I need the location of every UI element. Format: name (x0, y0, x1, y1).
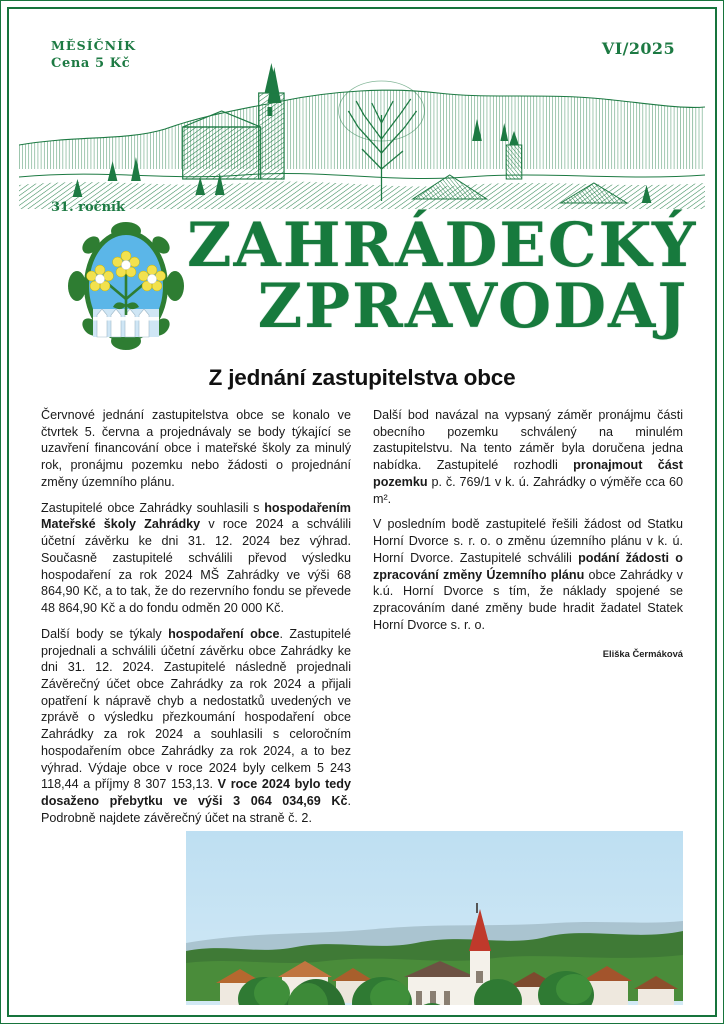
village-panorama-photo (186, 831, 683, 1005)
municipal-coat-of-arms (67, 221, 185, 351)
text-run: v roce 2024 a schválili účetní závěrku ke dni 31. 12. 2024 bez výhrad. Současně zastupitelé schválili převod výsledku hospodaření za rok 2024 MŠ Zahrádky ve výši 68 864,90 Kč, a to tak, že do rezervního fondu se převede 48 864,90 Kč a do fondu odměn 20 000 Kč. (41, 517, 351, 616)
wordmark-line-2: ZPRAVODAJ (257, 270, 689, 342)
masthead (19, 19, 705, 219)
paragraph-land-lease (373, 407, 683, 507)
page-title: Z jednání zastupitelstva obce (208, 365, 516, 390)
article (19, 359, 705, 827)
text-run-bold: podání žádosti o zpracování změny Územního plánu (373, 550, 683, 582)
text-run: . Podrobně najdete závěrečný účet na straně č. 2. (41, 794, 351, 825)
page-border-inner (7, 7, 717, 1017)
masthead-label-block (51, 37, 136, 74)
article-byline: Eliška Čermáková (602, 647, 683, 659)
text-run-bold: hospodařením Mateřské školy Zahrádky (41, 500, 351, 532)
volume-label: 31. ročník (51, 200, 125, 215)
periodicity-label: MĚSÍČNÍK (51, 38, 137, 53)
wordmark-line-1: ZAHRÁDECKÝ (187, 210, 698, 281)
paragraph-intro: Červnové jednání zastupitelstva obce se konalo ve čtvrtek 5. června a projednávaly se body týkající se uzavření financování obce i mateřské školy za minulý rok, pronájmu pozemku nebo žádosti o projednání změny územního plánu. (41, 408, 351, 489)
text-run: obce Zahrádky v k.ú. Horní Dvorce s tím, že náklady spojené se zpracováním dané změny bude hradit žadatel Statek Horní Dvorce s. r. o. (373, 567, 683, 632)
paragraph-municipal-economy (41, 626, 351, 827)
paragraph-kindergarten (41, 500, 351, 617)
newspaper-wordmark (187, 210, 698, 342)
text-run-bold: pronajmout část pozemku (373, 458, 683, 489)
text-run-bold: V roce 2024 bylo tedy dosaženo přebytku ve výši 3 064 034,69 Kč (41, 777, 351, 809)
title-band (19, 210, 705, 359)
price-label: Cena 5 Kč (51, 56, 131, 72)
text-run: V posledním bodě zastupitelé řešili žádost od Statku Horní Dvorce s. r. o. o změnu územního plánu v k. ú. Horní Dvorce. Zastupitelé schválili (373, 517, 683, 565)
article-column-right (373, 407, 683, 659)
text-run: . Zastupitelé projednali a schválili účetní závěrku obce Zahrádky ke dni 31. 12. 2024. Zastupitelé následně projednali Závěrečný účet obce Zahrádky za rok 2024 a přijali opatření k nápravě chyb a nedostatků uvedených ve zprávě o výsledku přezkoumání hospodaření obce Zahrádky za rok 2024 a souhlasili s celoročním hospodařením obce Zahrádky za rok 2024, a to bez výhrad. Výdaje obce v roce 2024 byly celkem 5 243 118,44 a příjmy 8 307 153,13. (41, 626, 351, 792)
issue-number: VI/2025 (601, 39, 675, 58)
text-run: Další bod navázal na vypsaný záměr pronájmu části obecního pozemku schválený na minulém zastupitelstvu. Na tento záměr byla doručena jedna nabídka. Zastupitelé rozhodli (373, 408, 683, 473)
article-columns (41, 407, 683, 827)
text-run: Další body se týkaly (41, 626, 169, 641)
article-column-left (41, 407, 351, 827)
page-sheet (19, 19, 705, 1005)
text-run: p. č. 769/1 v k. ú. Zahrádky o výměře cca 60 m². (373, 474, 683, 506)
paragraph-zoning-plan (373, 516, 683, 633)
text-run-bold: hospodaření obce (168, 626, 280, 641)
text-run: Zastupitelé obce Zahrádky souhlasili s (41, 500, 265, 515)
